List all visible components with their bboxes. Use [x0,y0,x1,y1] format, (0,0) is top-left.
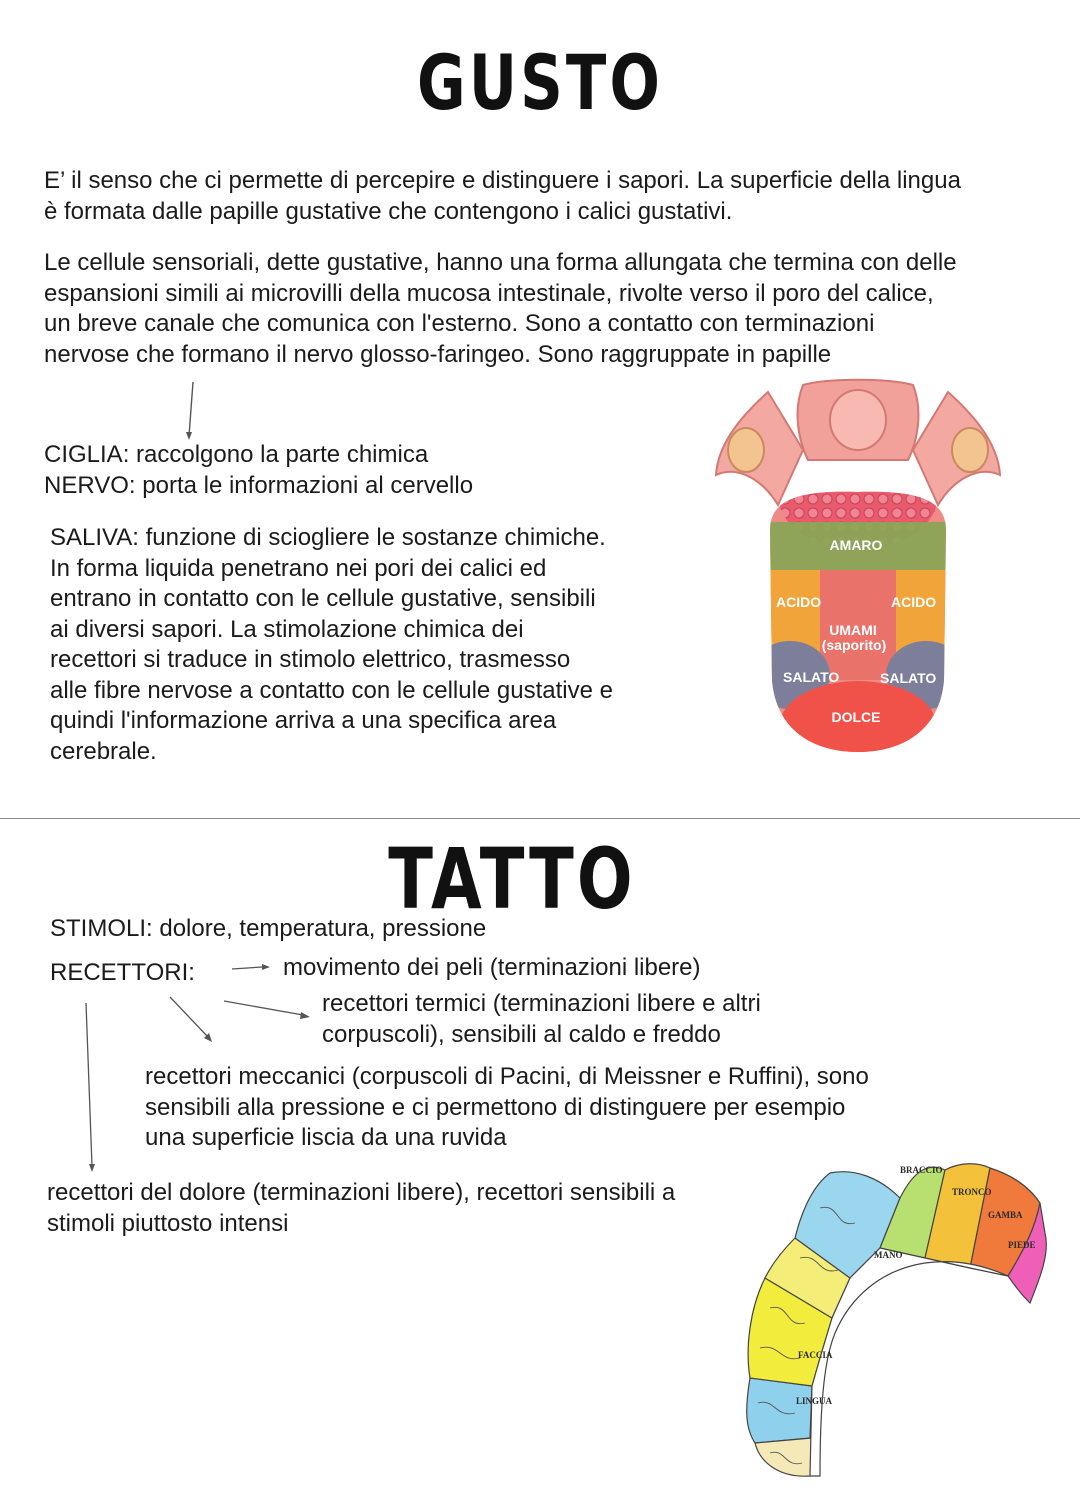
peli-text: movimento dei peli (terminazioni libere) [283,954,701,981]
tatto-title: TATTO [388,830,636,928]
text-line: un breve canale che comunica con l'esterno. Sono a contatto con terminazioni [44,310,875,337]
text-line: entrano in contatto con le cellule gustative, sensibili [50,585,596,612]
arrow-diagonal-icon [170,997,208,1037]
text-line: E’ il senso che ci permette di percepire e distinguere i sapori. La superficie della lingua [44,167,961,194]
label-faccia: FACCIA [798,1350,833,1360]
text-line: cerebrale. [50,737,157,765]
arrow-right-icon [232,967,262,969]
text-line: recettori del dolore (terminazioni libere), recettori sensibili a [47,1179,676,1206]
label-salato-right: SALATO [880,670,937,686]
label-gamba: GAMBA [988,1210,1023,1220]
arrow-down-icon [86,1003,92,1166]
label-mano: MANO [874,1250,903,1260]
recettori-label: RECETTORI: [50,959,195,986]
text-line: recettori si traduce in stimolo elettrico, trasmesso [50,646,571,673]
label-acido-right: ACIDO [891,594,937,610]
cortex-bottom [755,1438,812,1476]
label-lingua: LINGUA [796,1396,833,1406]
text-line: stimoli piuttosto intensi [47,1209,289,1237]
text-line: recettori termici (terminazioni libere e altri [322,990,761,1017]
label-salato-left: SALATO [783,669,840,685]
label-saporito: (saporito) [821,637,887,653]
label-tronco: TRONCO [952,1187,992,1197]
label-umami: UMAMI [829,622,877,638]
text-line: In forma liquida penetrano nei pori dei calici ed [50,554,547,582]
text-line: una superficie liscia da una ruvida [145,1124,507,1151]
text-line: espansioni simili ai microvilli della mucosa intestinale, rivolte verso il poro del calice, [44,279,934,307]
text-line: Le cellule sensoriali, dette gustative, hanno una forma allungata che termina con delle [44,249,957,276]
text-line: ai diversi sapori. La stimolazione chimica dei [50,615,524,643]
stimoli-text: STIMOLI: dolore, temperatura, pressione [50,915,487,942]
text-line: SALIVA: funzione di sciogliere le sostanze chimiche. [50,524,606,551]
ciglia-text: CIGLIA: raccolgono la parte chimica [44,441,429,468]
label-acido-left: ACIDO [776,594,822,610]
gusto-title: GUSTO [417,38,663,127]
label-dolce: DOLCE [831,709,881,725]
text-line: quindi l'informazione arriva a una specifica area [50,707,557,734]
text-line: sensibili alla pressione e ci permettono di distinguere per esempio [145,1093,846,1121]
label-amaro: AMARO [829,537,883,553]
text-line: è formata dalle papille gustative che contengono i calici gustativi. [44,197,733,225]
label-braccio: BRACCIO [900,1165,943,1175]
text-line: recettori meccanici (corpuscoli di Pacini, di Meissner e Ruffini), sono [145,1063,869,1090]
text-line: nervose che formano il nervo glosso-faringeo. Sono raggruppate in papille [44,340,832,368]
text-line: alle fibre nervose a contatto con le cellule gustative e [50,676,614,704]
nervo-text: NERVO: porta le informazioni al cervello [44,471,474,499]
text-line: corpuscoli), sensibili al caldo e freddo [322,1020,721,1048]
label-piede: PIEDE [1008,1240,1036,1250]
arrow-right-icon [224,1001,303,1015]
somatosensory-cortex-diagram [740,1158,1060,1488]
